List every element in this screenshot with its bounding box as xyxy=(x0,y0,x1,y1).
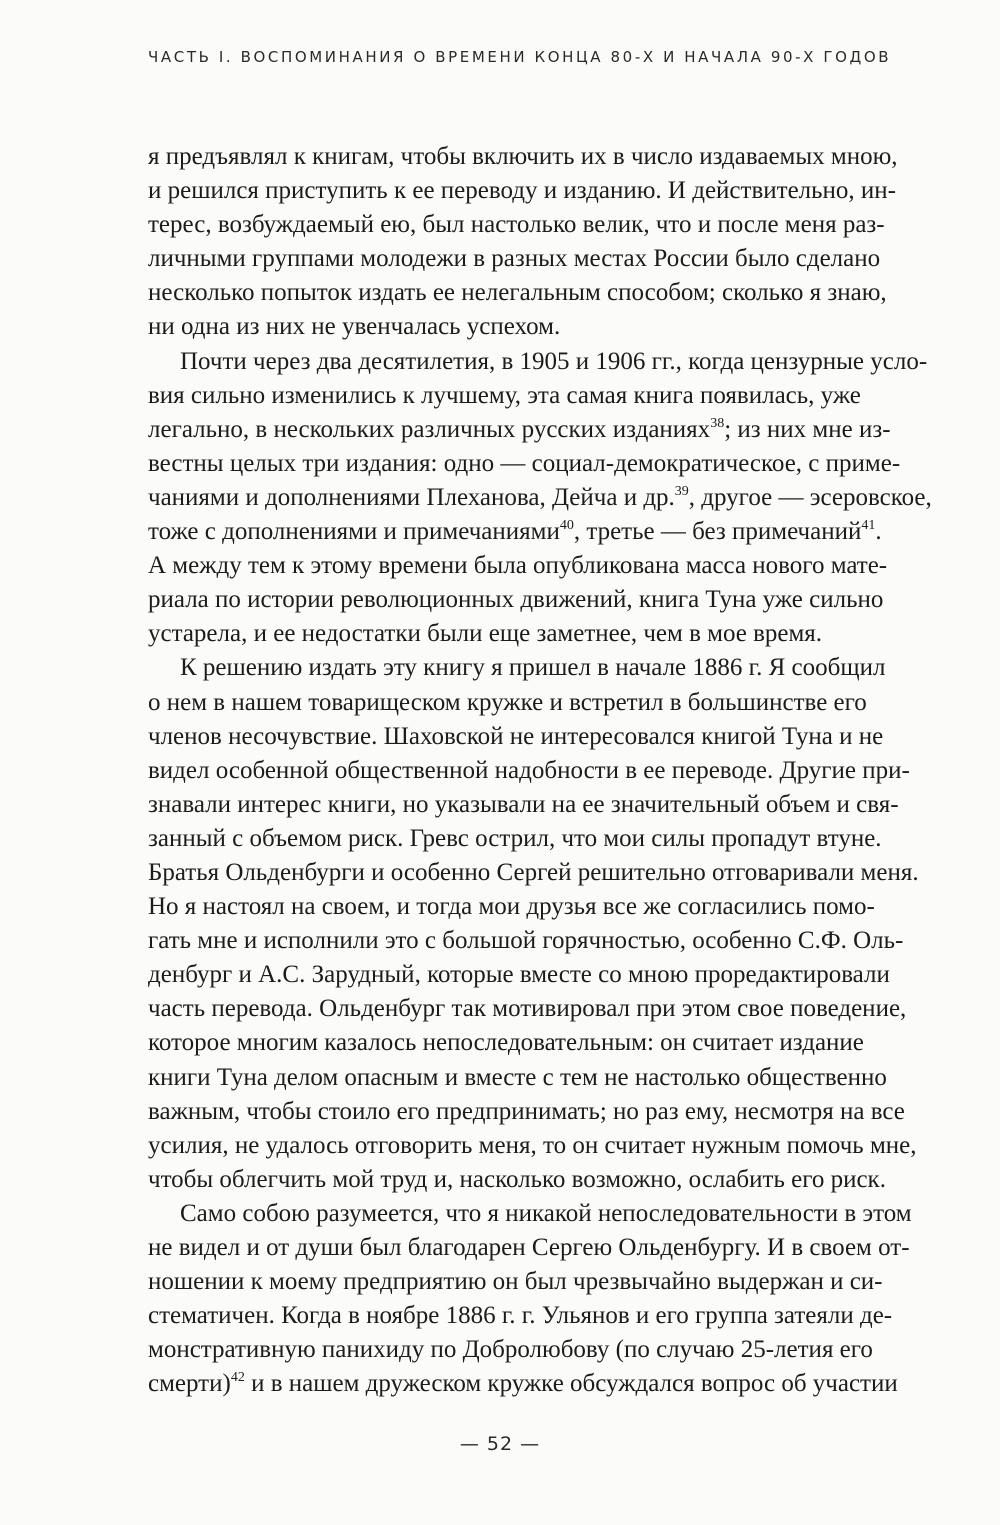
page-number: — 52 — xyxy=(459,1433,541,1455)
text-line: гать мне и исполнили это с большой горячностью, особенно С.Ф. Оль- xyxy=(148,927,904,955)
text-line: устарела, и ее недостатки были еще заметнее, чем в мое время. xyxy=(148,620,823,648)
text-line: несколько попыток издать ее нелегальным способом; сколько я знаю, xyxy=(148,279,887,307)
text-line: занный с объемом риск. Гревс острил, что мои силы пропадут втуне. xyxy=(148,824,882,852)
text-line: вия сильно изменились к лучшему, эта самая книга появилась, уже xyxy=(148,381,861,409)
text-line: Но я настоял на своем, и тогда мои друзья все же согласились помо- xyxy=(148,893,875,921)
text-line: я предъявлял к книгам, чтобы включить их в число издаваемых мною, xyxy=(148,143,898,170)
body-text xyxy=(148,140,932,1401)
text-line: часть перевода. Ольденбург так мотивировал при этом свое поведение, xyxy=(148,995,907,1023)
text-line: Братья Ольденбурги и особенно Сергей решительно отговаривали меня. xyxy=(148,858,919,886)
footnote-ref: 38 xyxy=(710,415,725,431)
text-line: членов несочувствие. Шаховской не интересовался книгой Туна и не xyxy=(148,722,884,750)
paragraph xyxy=(148,140,898,345)
text-line xyxy=(148,1367,898,1401)
text-line: ни одна из них не увенчалась успехом. xyxy=(148,313,561,341)
footnote-ref: 39 xyxy=(674,483,689,499)
text-line: вестны целых три издания: одно — социал-демократическое, с приме- xyxy=(148,449,901,477)
text-line: А между тем к этому времени была опубликована масса нового мате- xyxy=(148,552,888,580)
text-segment: . xyxy=(875,518,882,546)
text-line: К решению издать эту книгу я пришел в начале 1886 г. Я сообщил xyxy=(180,654,886,682)
text-line xyxy=(148,481,932,515)
text-line: знавали интерес книги, но указывали на ее значительный объем и свя- xyxy=(148,790,899,818)
footnote-ref: 41 xyxy=(861,518,876,534)
text-line: видел особенной общественной надобности в ее переводе. Другие при- xyxy=(148,756,910,784)
text-line xyxy=(148,515,882,549)
footnote-ref: 40 xyxy=(559,518,574,534)
text-line: Само собою разумеется, что я никакой непоследовательности в этом xyxy=(180,1199,912,1227)
text-line: усилия, не удалось отговорить меня, то он считает нужным помочь мне, xyxy=(148,1131,917,1159)
text-segment: легально, в нескольких различных русских изданиях xyxy=(148,415,711,443)
footnote-ref: 42 xyxy=(230,1370,245,1386)
text-line: не видел и от души был благодарен Сергею Ольденбургу. И в своем от- xyxy=(148,1234,910,1261)
text-line: ношении к моему предприятию он был чрезвычайно выдержан и си- xyxy=(148,1268,883,1296)
text-line: книги Туна делом опасным и вместе с тем не настолько общественно xyxy=(148,1063,887,1091)
text-segment: , третье — без примечаний xyxy=(573,518,862,546)
text-line: риала по истории революционных движений, книга Туна уже сильно xyxy=(148,586,884,614)
text-segment: смерти) xyxy=(148,1370,231,1398)
text-line: Почти через два десятилетия, в 1905 и 1906 гг., когда цензурные усло- xyxy=(180,347,928,375)
text-line: личными группами молодежи в разных местах России было сделано xyxy=(148,245,881,273)
running-header: ЧАСТЬ I. ВОСПОМИНАНИЯ О ВРЕМЕНИ КОНЦА 80-Х И НАЧАЛА 90-Х ГОДОВ xyxy=(148,48,892,66)
text-segment: ; из них мне из- xyxy=(724,415,891,443)
text-segment: тоже с дополнениями и примечаниями xyxy=(148,518,560,546)
paragraph xyxy=(148,1197,912,1402)
text-line: о нем в нашем товарищеском кружке и встретил в большинстве его xyxy=(148,688,867,716)
text-segment: и в нашем дружеском кружке обсуждался вопрос об участии xyxy=(244,1370,898,1398)
paragraph xyxy=(148,651,919,1197)
text-line xyxy=(148,413,891,447)
text-line: стематичен. Когда в ноябре 1886 г. г. Ульянов и его группа затеяли де- xyxy=(148,1302,893,1330)
text-line: которое многим казалось непоследовательным: он считает издание xyxy=(148,1029,864,1057)
text-line: денбург и А.С. Зарудный, которые вместе со мною проредактировали xyxy=(148,961,890,989)
paragraph xyxy=(148,345,932,652)
text-segment: , другое — эсеровское, xyxy=(688,483,932,511)
text-line: важным, чтобы стоило его предпринимать; но раз ему, несмотря на все xyxy=(148,1097,905,1125)
text-segment: чаниями и дополнениями Плеханова, Дейча и др. xyxy=(148,483,675,511)
text-line: чтобы облегчить мой труд и, насколько возможно, ослабить его риск. xyxy=(148,1165,886,1193)
text-line: монстративную панихиду по Добролюбову (по случаю 25-летия его xyxy=(148,1336,873,1364)
text-line: и решился приступить к ее переводу и изданию. И действительно, ин- xyxy=(148,177,896,205)
text-line: терес, возбуждаемый ею, был настолько велик, что и после меня раз- xyxy=(148,211,885,239)
